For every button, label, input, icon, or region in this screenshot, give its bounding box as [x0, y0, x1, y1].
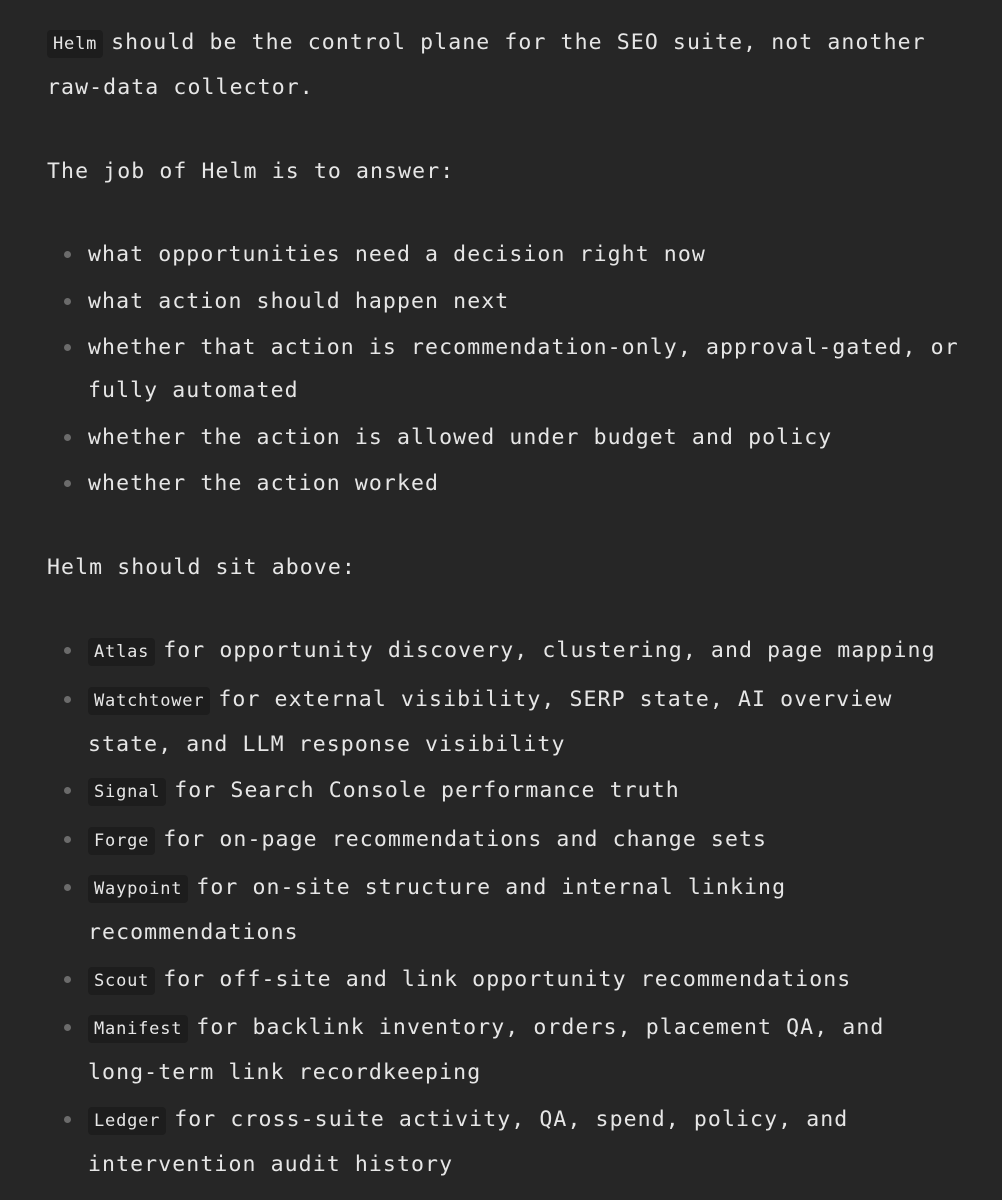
bullet-icon — [64, 678, 72, 721]
list-item — [88, 818, 967, 863]
list-item — [88, 1006, 967, 1094]
inline-code: Signal — [88, 778, 166, 806]
inline-code: Waypoint — [88, 875, 188, 903]
list-item — [88, 678, 967, 766]
list-item — [88, 233, 967, 276]
job-heading: The job of Helm is to answer: — [47, 159, 455, 184]
list-item — [88, 416, 967, 459]
list-item-text: for on-site structure and internal linking recommendations — [88, 875, 787, 945]
inline-code: Watchtower — [88, 687, 210, 715]
inline-code-helm: Helm — [47, 30, 103, 58]
bullet-icon — [64, 958, 72, 1001]
list-item-text: for cross-suite activity, QA, spend, policy, and intervention audit history — [88, 1106, 849, 1177]
bullet-icon — [64, 233, 72, 276]
list-item — [88, 769, 967, 814]
list-item-text: for external visibility, SERP state, AI overview state, and LLM response visibility — [88, 686, 893, 757]
inline-code: Ledger — [88, 1107, 166, 1135]
list-item-text: whether the action is allowed under budget and policy — [88, 424, 833, 450]
list-item-text: for Search Console performance truth — [174, 778, 680, 803]
above-heading: Helm should sit above: — [47, 555, 356, 580]
list-item-text: for backlink inventory, orders, placement QA, and long-term link recordkeeping — [88, 1015, 885, 1085]
inline-code: Scout — [88, 967, 155, 995]
bullet-icon — [64, 866, 72, 909]
list-item-text: what action should happen next — [88, 288, 510, 314]
list-item — [88, 280, 967, 323]
list-item — [88, 326, 967, 412]
list-item-text: for opportunity discovery, clustering, and page mapping — [163, 638, 936, 663]
bullet-icon — [64, 280, 72, 323]
list-item-text: for on-page recommendations and change sets — [163, 826, 768, 852]
list-item — [88, 1098, 967, 1186]
job-list — [47, 233, 967, 505]
list-item — [88, 866, 967, 954]
intro-text: should be the control plane for the SEO suite, not another raw-data collector. — [47, 30, 926, 100]
list-item — [88, 462, 967, 505]
list-item-text: whether that action is recommendation-only, approval-gated, or fully automated — [88, 335, 959, 403]
inline-code: Atlas — [88, 638, 155, 666]
bullet-icon — [64, 326, 72, 369]
list-item-text: what opportunities need a decision right now — [88, 242, 706, 267]
inline-code: Manifest — [88, 1015, 188, 1043]
list-item — [88, 958, 967, 1003]
inline-code: Forge — [88, 827, 155, 855]
list-item-text: for off-site and link opportunity recommendations — [163, 966, 852, 992]
tools-list — [47, 629, 967, 1186]
list-item-text: whether the action worked — [88, 471, 440, 496]
bullet-icon — [64, 462, 72, 505]
list-item — [88, 629, 967, 674]
bullet-icon — [64, 416, 72, 459]
bullet-icon — [64, 769, 72, 812]
bullet-icon — [64, 629, 72, 672]
bullet-icon — [64, 1006, 72, 1049]
bullet-icon — [64, 1098, 72, 1141]
intro-paragraph — [47, 21, 967, 109]
bullet-icon — [64, 818, 72, 861]
